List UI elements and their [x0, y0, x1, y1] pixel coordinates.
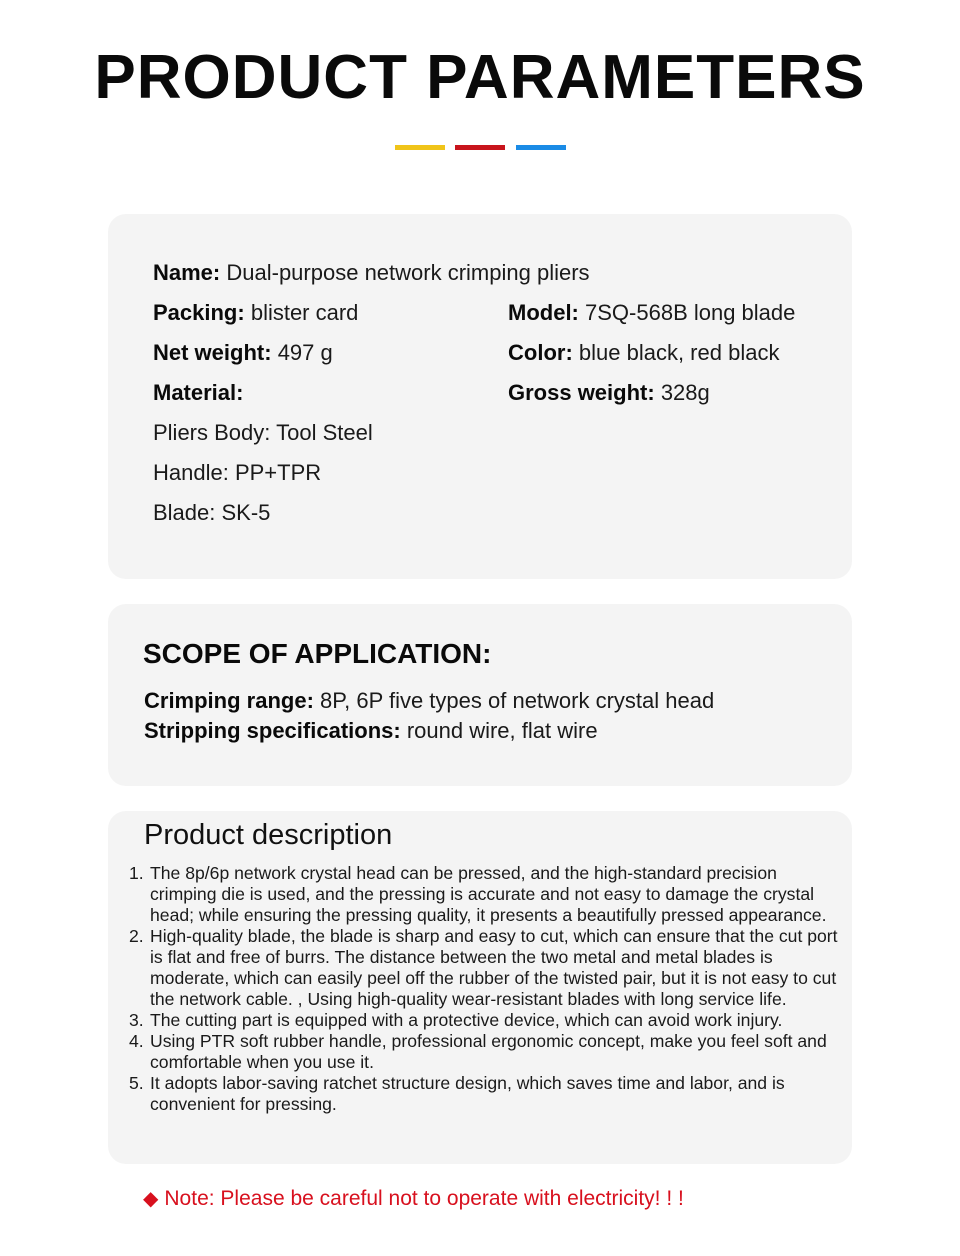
- packing-value: blister card: [250, 300, 359, 325]
- description-list: [129, 863, 841, 1115]
- gross-weight-row: [508, 378, 710, 408]
- gross-weight-value: 328g: [660, 380, 710, 405]
- material-label: Material:: [153, 380, 244, 405]
- crimping-range-label: Crimping range:: [144, 688, 314, 713]
- accent-bar-blue: [516, 145, 566, 150]
- scope-card: [108, 604, 852, 786]
- list-item: [129, 1073, 841, 1115]
- model-value: 7SQ-568B long blade: [585, 300, 796, 325]
- model-row: [508, 298, 795, 328]
- crimping-range-row: [144, 686, 714, 716]
- color-value: blue black, red black: [578, 340, 780, 365]
- stripping-spec-label: Stripping specifications:: [144, 718, 401, 743]
- accent-bar-red: [455, 145, 505, 150]
- list-item: [129, 926, 841, 1010]
- parameters-card: [108, 214, 852, 579]
- color-row: [508, 338, 779, 368]
- name-label: Name:: [153, 260, 221, 285]
- list-item-text: The 8p/6p network crystal head can be pressed, and the high-standard precision crimping die is used, and the pressing is accurate and not easy to damage the crystal head; while ensuring the pressing quality, it presents a beautifully pressed appearance.: [150, 863, 827, 925]
- list-item-text: High-quality blade, the blade is sharp and easy to cut, which can ensure that the cut port is flat and free of burrs. The distance between the two metal and metal blades is moderate, which can easily peel off the rubber of the twisted pair, but it is not easy to cut the network cable. , Using high-quality wear-resistant blades with long service life.: [150, 926, 838, 1009]
- description-card: [108, 811, 852, 1164]
- packing-label: Packing:: [153, 300, 245, 325]
- net-weight-row: [153, 338, 333, 368]
- warning-note: [143, 1185, 684, 1213]
- list-item-text: It adopts labor-saving ratchet structure design, which saves time and labor, and is convenient for pressing.: [150, 1073, 785, 1114]
- material-pliers-body: Pliers Body: Tool Steel: [153, 420, 373, 445]
- description-title: Product description: [144, 819, 393, 851]
- list-item-number: 5.: [129, 1073, 144, 1093]
- list-item-number: 1.: [129, 863, 144, 883]
- accent-bar-yellow: [395, 145, 445, 150]
- net-weight-value: 497 g: [277, 340, 333, 365]
- stripping-spec-value: round wire, flat wire: [406, 718, 598, 743]
- list-item: [129, 1010, 841, 1031]
- material-blade: Blade: SK-5: [153, 500, 271, 525]
- material-handle: Handle: PP+TPR: [153, 460, 322, 485]
- warning-note-text: Note: Please be careful not to operate with electricity! ! !: [164, 1187, 684, 1210]
- name-value: Dual-purpose network crimping pliers: [226, 260, 590, 285]
- model-label: Model:: [508, 300, 579, 325]
- list-item-number: 4.: [129, 1031, 144, 1051]
- name-row: [153, 258, 590, 288]
- list-item-number: 2.: [129, 926, 144, 946]
- list-item-number: 3.: [129, 1010, 144, 1030]
- material-row: [153, 378, 243, 408]
- scope-title: SCOPE OF APPLICATION:: [143, 638, 492, 669]
- net-weight-label: Net weight:: [153, 340, 272, 365]
- color-label: Color:: [508, 340, 573, 365]
- stripping-spec-row: [144, 716, 598, 746]
- list-item: [129, 863, 841, 926]
- list-item-text: The cutting part is equipped with a protective device, which can avoid work injury.: [150, 1010, 783, 1030]
- gross-weight-label: Gross weight:: [508, 380, 655, 405]
- list-item: [129, 1031, 841, 1073]
- crimping-range-value: 8P, 6P five types of network crystal head: [320, 688, 715, 713]
- list-item-text: Using PTR soft rubber handle, professional ergonomic concept, make you feel soft and comfortable when you use it.: [150, 1031, 827, 1072]
- packing-row: [153, 298, 358, 328]
- diamond-icon: ◆: [143, 1188, 159, 1210]
- page-title: PRODUCT PARAMETERS: [94, 43, 866, 112]
